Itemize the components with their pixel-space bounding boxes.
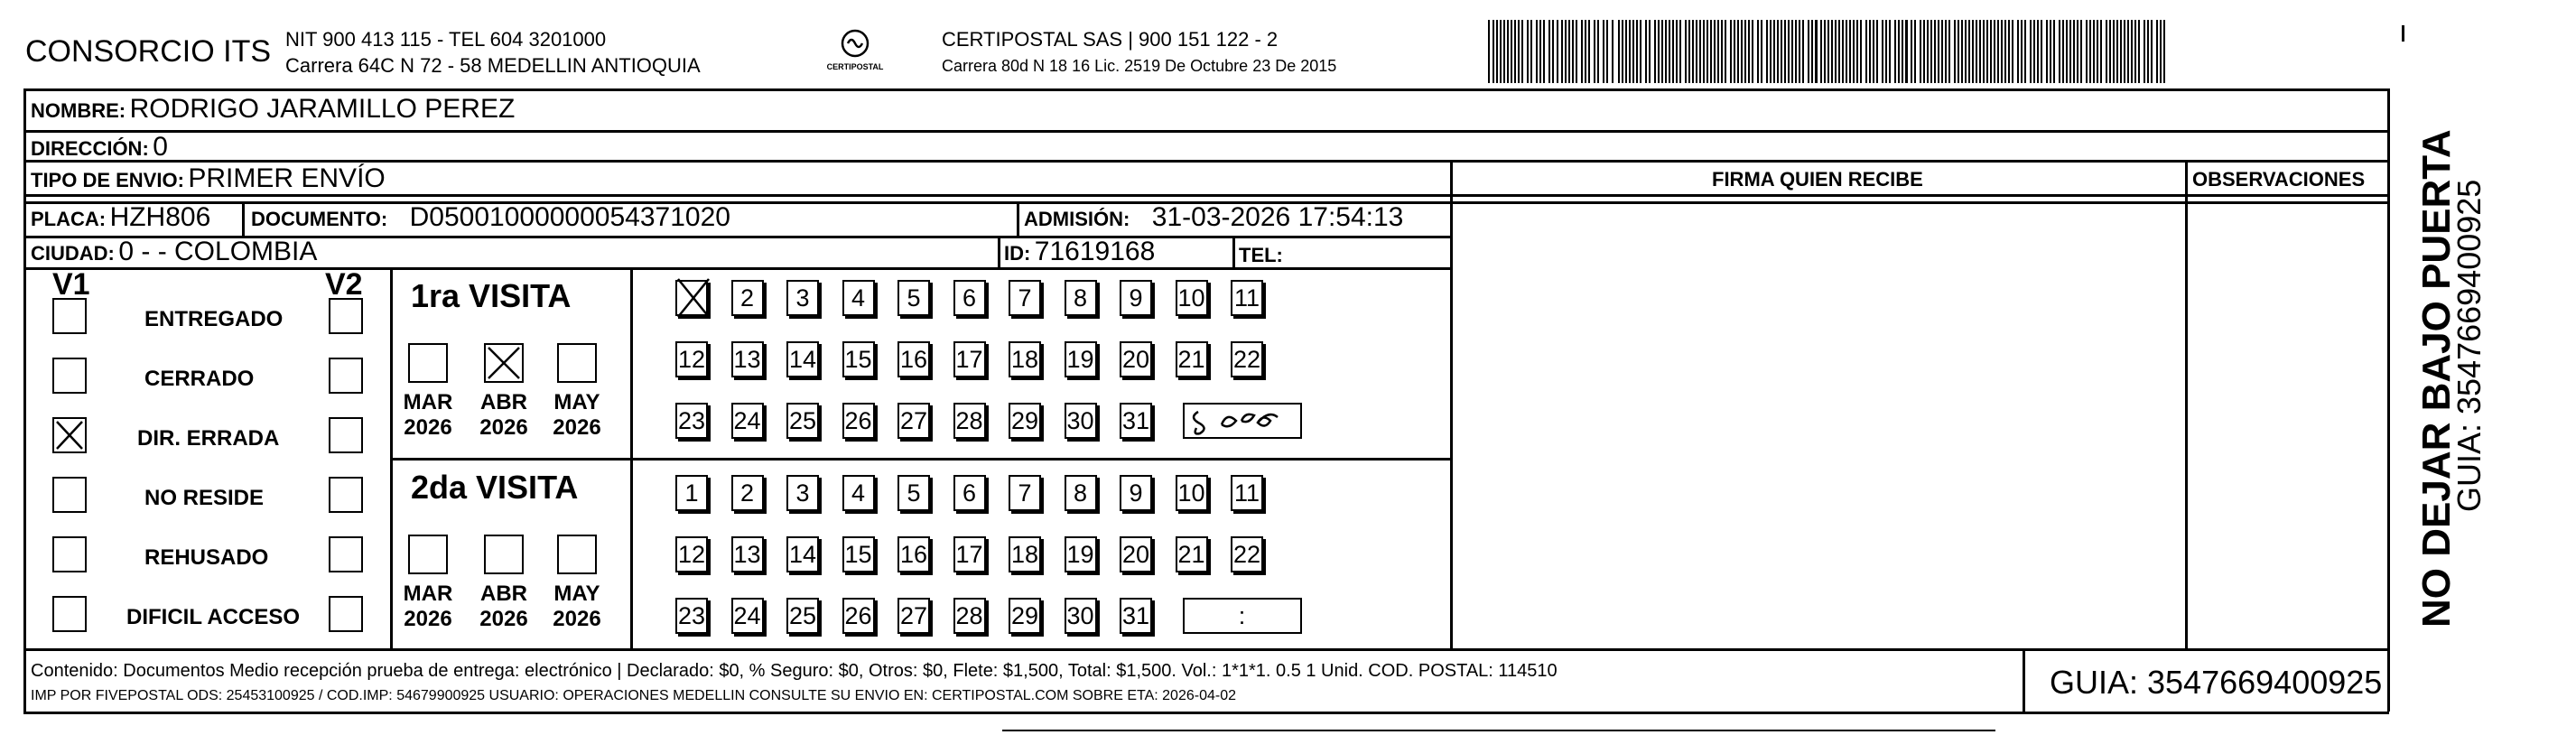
rule [23,88,26,712]
checkbox-v2[interactable] [329,298,363,334]
day-box[interactable]: 2 [731,475,764,511]
month-label: MAY 2026 [553,581,601,631]
day-box[interactable]: 3 [786,280,819,316]
tipo-value: PRIMER ENVÍO [188,163,386,193]
month-checkbox[interactable] [557,535,597,574]
day-box[interactable]: 22 [1231,341,1263,377]
tel-row: TEL: [1239,244,1283,266]
footer-content: Contenido: Documentos Medio recepción prueba de entrega: electrónico | Declarado: $0, % Seguro: $0, Otros: $0, Flete: $1,500, Total: $1,500. Vol.: 1*1*1. 0.5 1 Unid. COD. POSTAL: 114510 [31,661,1558,681]
courier-address: Carrera 80d N 18 16 Lic. 2519 De Octubre 23 De 2015 [942,57,1337,75]
day-box[interactable]: 17 [953,341,986,377]
day-box[interactable]: 7 [1009,280,1041,316]
day-box[interactable]: 29 [1009,598,1041,634]
month-label: ABR 2026 [479,581,528,631]
warning-text: NO DEJAR BAJO PUERTA [2414,129,2459,628]
rule [2185,160,2188,648]
day-box[interactable]: 11 [1231,280,1263,316]
checkbox-v2[interactable] [329,596,363,632]
day-box[interactable]: 10 [1176,280,1208,316]
day-box[interactable]: 13 [731,536,764,572]
day-box[interactable]: 16 [897,341,930,377]
day-box[interactable]: 20 [1120,536,1152,572]
day-box[interactable]: 12 [675,536,708,572]
documento-row: DOCUMENTO: D05001000000054371020 [251,202,730,232]
tipo-row: TIPO DE ENVIO: PRIMER ENVÍO [31,163,386,193]
day-box[interactable]: 11 [1231,475,1263,511]
month-label: MAR 2026 [403,581,453,631]
ciudad-value: 0 - - COLOMBIA [118,237,318,266]
status-option-label: NO RESIDE [144,486,265,510]
rule [390,458,1450,461]
day-box[interactable]: 18 [1009,341,1041,377]
day-box[interactable]: 16 [897,536,930,572]
day-box[interactable]: 26 [842,403,875,439]
rule [23,267,1450,270]
day-box[interactable]: 27 [897,403,930,439]
v1-label: V1 [52,267,90,302]
nombre-row: NOMBRE: RODRIGO JARAMILLO PEREZ [31,94,516,124]
id-value: 71619168 [1034,237,1156,266]
rule [23,160,2389,163]
day-box[interactable]: 14 [786,536,819,572]
month-checkbox[interactable] [557,343,597,383]
month-checkbox[interactable] [484,343,524,383]
rule [1017,201,1019,236]
handwritten-scribble [1186,405,1299,437]
ciudad-row: CIUDAD: 0 - - COLOMBIA [31,237,318,266]
svg-text:CERTIPOSTAL: CERTIPOSTAL [826,62,884,71]
day-box[interactable]: 1 [675,475,708,511]
day-box[interactable]: 4 [842,475,875,511]
day-box[interactable]: 21 [1176,341,1208,377]
day-box[interactable]: 6 [953,280,986,316]
v2-label: V2 [325,267,363,302]
day-box[interactable]: 21 [1176,536,1208,572]
visit2-title: 2da VISITA [411,469,579,506]
day-box[interactable]: 20 [1120,341,1152,377]
rule [23,648,2389,651]
month-checkbox[interactable] [484,535,524,574]
day-box[interactable]: 12 [675,341,708,377]
day-box[interactable]: 15 [842,341,875,377]
rule [23,130,2389,133]
checkbox-v1[interactable] [52,417,87,453]
corner-tick [2402,25,2404,42]
day-box[interactable]: 29 [1009,403,1041,439]
footer-print-info: IMP POR FIVEPOSTAL ODS: 25453100925 / COD.IMP: 54679900925 USUARIO: OPERACIONES MEDELLIN CONSULTE SU ENVIO EN: CERTIPOSTAL.COM SOBRE ETA: 2026-04-02 [31,688,1236,703]
certipostal-logo [823,25,887,78]
rule [2023,648,2025,712]
day-box[interactable]: 19 [1065,341,1097,377]
day-box[interactable]: 31 [1120,598,1152,634]
observaciones-label: OBSERVACIONES [2192,168,2366,191]
placa-value: HZH806 [109,202,211,232]
status-option-label: DIFICIL ACCESO [126,605,301,629]
day-box[interactable]: 19 [1065,536,1097,572]
rule [242,201,245,236]
checkbox-v1[interactable] [52,477,87,513]
day-box[interactable]: 8 [1065,280,1097,316]
id-row: ID: 71619168 [1004,237,1156,266]
day-box[interactable]: 24 [731,598,764,634]
status-option-label: CERRADO [144,367,255,391]
rule [2387,88,2390,712]
day-box[interactable]: 3 [786,475,819,511]
side-guia: GUIA: 3547669400925 [2450,179,2488,512]
day-box[interactable]: 30 [1065,403,1097,439]
status-option-label: REHUSADO [144,545,269,570]
nit-line: NIT 900 413 115 - TEL 604 3201000 [285,28,607,51]
day-box[interactable]: 5 [897,280,930,316]
day-box[interactable]: 4 [842,280,875,316]
placa-row: PLACA: HZH806 [31,202,211,232]
rule [1002,730,1995,731]
day-box[interactable]: 9 [1120,280,1152,316]
checkbox-v1[interactable] [52,596,87,632]
courier-line: CERTIPOSTAL SAS | 900 151 122 - 2 [942,28,1279,51]
checkbox-v2[interactable] [329,358,363,394]
day-box[interactable] [675,280,708,316]
rule [1450,160,1453,648]
rule [23,712,2389,714]
day-box[interactable]: 14 [786,341,819,377]
day-box[interactable]: 8 [1065,475,1097,511]
month-label: MAY 2026 [553,390,601,440]
day-box[interactable]: 23 [675,403,708,439]
time-box[interactable] [1183,403,1302,439]
day-box[interactable]: 31 [1120,403,1152,439]
firma-label: FIRMA QUIEN RECIBE [1712,168,1923,191]
day-box[interactable]: 5 [897,475,930,511]
checkbox-v2[interactable] [329,477,363,513]
day-box[interactable]: 13 [731,341,764,377]
checkbox-v1[interactable] [52,358,87,394]
admision-row: ADMISIÓN: 31-03-2026 17:54:13 [1024,202,1404,232]
month-checkbox[interactable] [408,535,448,574]
month-label: ABR 2026 [479,390,528,440]
day-box[interactable]: 10 [1176,475,1208,511]
day-box[interactable]: 30 [1065,598,1097,634]
rule [1450,201,2387,204]
nombre-value: RODRIGO JARAMILLO PEREZ [129,94,516,124]
day-box[interactable]: 27 [897,598,930,634]
checkbox-v1[interactable] [52,298,87,334]
time-box[interactable]: : [1183,598,1302,634]
day-box[interactable]: 9 [1120,475,1152,511]
day-box[interactable]: 7 [1009,475,1041,511]
checkbox-v2[interactable] [329,536,363,572]
day-box[interactable]: 22 [1231,536,1263,572]
documento-value: D05001000000054371020 [409,202,730,232]
direccion-row: DIRECCIÓN: 0 [31,132,168,162]
status-option-label: DIR. ERRADA [137,426,280,451]
status-option-label: ENTREGADO [144,307,284,331]
day-box[interactable]: 17 [953,536,986,572]
month-label: MAR 2026 [403,390,453,440]
admision-value: 31-03-2026 17:54:13 [1151,202,1404,232]
day-box[interactable]: 18 [1009,536,1041,572]
company-address: Carrera 64C N 72 - 58 MEDELLIN ANTIOQUIA [285,54,701,77]
day-box[interactable]: 2 [731,280,764,316]
rule [998,236,1000,267]
day-box[interactable]: 28 [953,403,986,439]
barcode [1488,20,2169,83]
rule [23,194,2389,197]
checkbox-v2[interactable] [329,417,363,453]
checkbox-v1[interactable] [52,536,87,572]
day-check-icon [675,276,711,328]
day-box[interactable]: 28 [953,598,986,634]
day-box[interactable]: 25 [786,403,819,439]
day-box[interactable]: 24 [731,403,764,439]
day-box[interactable]: 25 [786,598,819,634]
day-box[interactable]: 26 [842,598,875,634]
month-checkbox[interactable] [408,343,448,383]
company-name: CONSORCIO ITS [25,34,272,69]
rule [1232,236,1235,267]
rule [23,88,2389,91]
day-box[interactable]: 23 [675,598,708,634]
day-box[interactable]: 6 [953,475,986,511]
day-box[interactable]: 15 [842,536,875,572]
direccion-value: 0 [153,132,168,162]
visit1-title: 1ra VISITA [411,277,572,314]
footer-guia: GUIA: 3547669400925 [2050,664,2383,701]
